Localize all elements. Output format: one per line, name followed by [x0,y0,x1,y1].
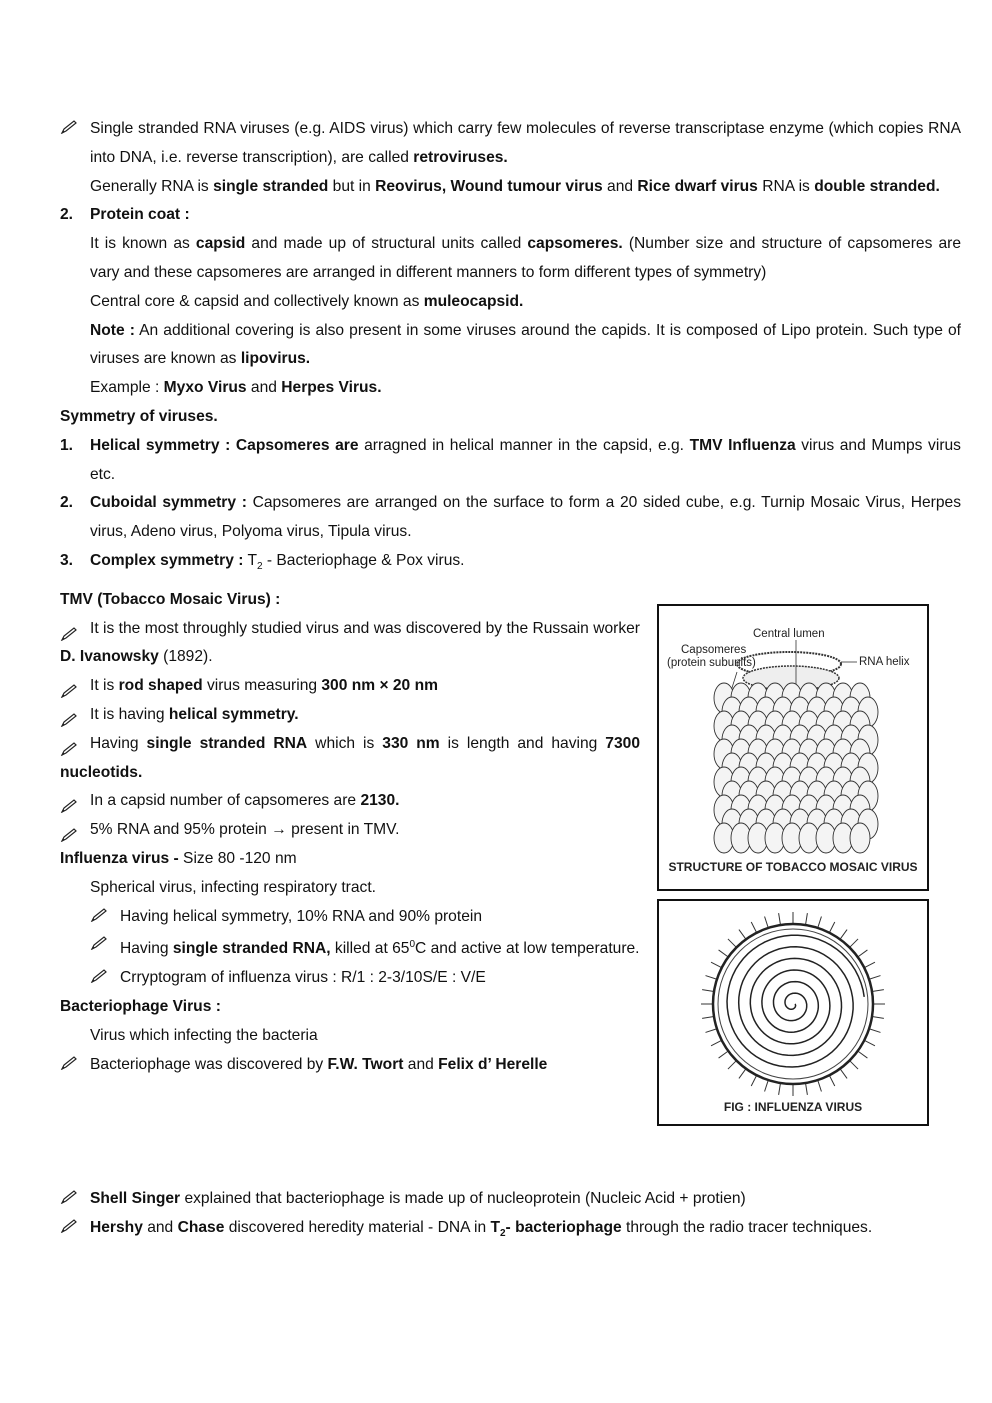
text-segment: 5% RNA and 95% protein → present in TMV. [90,821,400,839]
spike [719,950,729,957]
paragraph [60,403,931,432]
paragraph [60,317,961,375]
spike [869,1029,880,1033]
text-segment: which is [307,734,383,752]
paragraph [60,931,700,964]
text-segment: virus measuring [202,677,322,695]
list-number: 2. [60,206,74,224]
list-number: 2. [60,494,74,512]
text-segment: In a capsid number of capsomeres are [90,792,361,810]
spike [719,1051,729,1058]
spike [806,1083,808,1095]
paragraph [60,288,961,317]
text-segment: and [142,1218,178,1236]
figure-caption: STRUCTURE OF TOBACCO MOSAIC VIRUS [668,860,918,874]
text-segment: Capsomeres are arranged on the surface to form a 20 sided cube, e.g. Turnip Mosaic Virus, Herpes virus, Adeno virus, Polyoma virus, Tipula virus. [90,494,961,541]
text-segment: It is having [90,706,169,724]
pencil-bullet-icon [60,622,78,651]
bold-text: Protein coat : [90,206,190,224]
bold-text: capsomeres. [527,235,623,253]
spike [751,1075,756,1086]
text-segment: Single stranded RNA viruses (e.g. AIDS virus) which carry few molecules of reverse transcriptase enzyme (which copies RNA into DNA, i.e. reverse transcription), are called [90,120,961,166]
bold-text: Hershy [90,1218,143,1236]
paragraph [60,964,700,993]
text-segment: discovered heredity material - DNA in [224,1218,491,1236]
rna-spiral [727,935,864,1067]
bold-text: Cuboidal symmetry : [90,494,247,512]
text-segment: virus and Mumps virus etc. [90,436,961,483]
paragraph [60,201,961,230]
paragraph [60,816,640,845]
text-segment: Virus which infecting the bacteria [90,1027,318,1044]
tmv-structure-figure [657,604,929,891]
bold-text: double stranded. [814,177,940,195]
spike [779,1083,781,1095]
pencil-bullet-icon [60,737,78,766]
spike [872,1017,884,1019]
bold-text: retroviruses. [413,148,508,166]
spike [728,1061,736,1069]
label-capsomeres: Capsomeres [681,644,747,656]
paragraph [60,374,961,403]
bold-text: helical symmetry. [168,706,299,724]
bold-text: F.W. Twort [327,1055,404,1073]
paragraph [60,1051,585,1080]
pencil-bullet-icon [90,931,108,960]
spike [829,1075,834,1086]
text-segment: Generally RNA is [90,177,214,195]
paragraph [60,586,640,615]
capsomere [850,823,870,853]
spike [872,990,884,992]
text-segment: An additional covering is also present in some viruses around the capids. It is composed of Lipo protein. Such type of viruses are known as [90,321,961,368]
spike [739,930,746,940]
bold-text: Complex symmetry : [90,551,244,569]
spike [829,922,834,933]
spike [818,917,822,928]
spike [711,1040,722,1045]
label-central-lumen: Central lumen [753,628,825,640]
text-segment: but in [328,177,376,195]
spike [818,1080,822,1091]
text-segment: 2 [256,561,263,573]
bold-text: Helical symmetry : Capsomeres are [90,436,359,454]
text-segment: and [602,177,638,195]
paragraph [60,874,670,903]
text-segment: (Number size and structure of capsomeres are vary and these capsomeres are arranged in different manners to form different types of symmetry) [90,235,962,281]
bold-text: Influenza virus - [60,850,179,868]
text-segment: and made up of structural units called [245,235,528,253]
bold-text: Rice dwarf virus [637,177,758,195]
text-segment: Bacteriophage was discovered by [90,1055,328,1073]
text-segment: C and active at low temperature. [415,940,640,958]
bold-text: single stranded [213,177,329,195]
text-segment: through the radio tracer techniques. [621,1218,873,1236]
spike [706,976,717,980]
text-segment: Having [120,940,173,958]
text-segment: Having [90,734,147,752]
bold-text: lipovirus. [240,350,311,368]
bold-text: Myxo Virus [163,379,247,397]
paragraph [60,701,640,730]
bold-text: Felix d’ Herelle [438,1055,548,1073]
paragraph [60,1022,670,1051]
paragraph [60,845,640,874]
text-segment: - Bacteriophage & Pox virus. [262,551,465,569]
figure-caption: FIG : INFLUENZA VIRUS [723,1100,863,1114]
spike [869,976,880,980]
text-segment: 0 [409,939,416,951]
spike [706,1029,717,1033]
text-segment: (1892). [158,648,213,666]
text-segment: It is the most throughly studied virus and was discovered by the Russain worker [90,619,640,637]
spike [840,1069,847,1079]
pencil-bullet-icon [60,1185,78,1214]
paragraph [60,489,961,547]
spike [858,950,868,957]
paragraph [60,1214,961,1249]
pencil-bullet-icon [90,964,108,993]
spike [858,1051,868,1058]
list-number: 1. [60,436,74,454]
paragraph [60,993,640,1022]
spike [806,913,808,925]
label-rna-helix: RNA helix [859,656,910,668]
pencil-bullet-icon [60,115,78,144]
bold-text: T [490,1218,500,1236]
influenza-virus-figure [657,899,929,1126]
paragraph [60,903,700,932]
text-segment: explained that bacteriophage is made up of nucleoprotein (Nucleic Acid + protien) [180,1190,746,1207]
spike [840,930,847,940]
text-segment: Having helical symmetry, 10% RNA and 90% protein [120,907,482,925]
bold-text: TMV (Tobacco Mosaic Virus) : [60,590,281,608]
text-segment: Size 80 -120 nm [178,850,297,868]
spike [850,1061,858,1069]
paragraph [60,615,640,673]
paragraph [60,730,640,788]
text-segment: Crryptogram of influenza virus : R/1 : 2-3/10S/E : V/E [120,969,486,987]
bold-text: single stranded RNA [146,734,308,752]
spike [739,1069,746,1079]
text-segment: Central core & capsid and collectively known as [90,292,424,310]
bold-text: rod shaped [118,677,203,695]
text-segment: Example : [90,379,164,397]
bold-text: 330 nm [382,734,440,752]
text-segment: and [246,379,282,397]
spike [711,962,722,967]
text-segment: killed at 65 [330,940,410,958]
text-segment: arragned in helical manner in the capsid, e.g. [358,436,690,454]
bold-text: 2 [499,1227,506,1239]
bold-text: Note : [90,321,135,339]
spike [728,939,736,947]
bold-text: Herpes Virus. [281,379,382,397]
paragraph [60,787,640,816]
spike [765,1080,769,1091]
paragraph [60,547,670,582]
paragraph [60,432,961,490]
spike [850,939,858,947]
bold-text: single stranded RNA, [172,940,331,958]
text-segment: RNA is [757,177,815,195]
spike [751,922,756,933]
text-segment: It is known as [90,235,196,253]
influenza-diagram [659,901,927,1124]
text-segment: T [243,551,257,569]
pencil-bullet-icon [60,1051,78,1080]
paragraph [60,115,961,173]
pencil-bullet-icon [60,1214,78,1243]
spike [702,990,714,992]
bold-text: Bacteriophage Virus : [60,998,221,1016]
bold-text: D. Ivanowsky [60,648,159,666]
text-segment: and [403,1055,439,1073]
paragraph [60,230,961,288]
spike [702,1017,714,1019]
spike [864,1040,875,1045]
spike [779,913,781,925]
inner-envelope [718,929,868,1079]
bold-text: Reovirus, Wound tumour virus [375,177,603,195]
bold-text: TMV Influenza [689,436,796,454]
text-segment: is length and having [439,734,606,752]
spike [765,917,769,928]
text-segment: Spherical virus, infecting respiratory tract. [90,878,376,896]
bold-text: capsid [195,235,246,253]
bold-text: 7300 nucleotids. [60,734,640,781]
envelope [713,924,873,1084]
bold-text: - bacteriophage [505,1218,622,1236]
bold-text: 2130. [360,792,400,810]
paragraph [60,173,961,202]
bold-text: muleocapsid. [423,292,524,310]
pencil-bullet-icon [90,903,108,932]
text-body-bottom [60,1185,931,1249]
spike [864,962,875,967]
bold-text: Shell Singer [90,1190,181,1207]
paragraph [60,1185,961,1214]
bold-text: Symmetry of viruses. [60,407,218,425]
list-number: 3. [60,551,74,569]
paragraph [60,672,640,701]
bold-text: 300 nm × 20 nm [321,677,438,695]
label-protein-subunits: (protein subunits) [667,657,756,669]
bold-text: Chase [177,1218,225,1236]
text-segment: It is [90,677,119,695]
